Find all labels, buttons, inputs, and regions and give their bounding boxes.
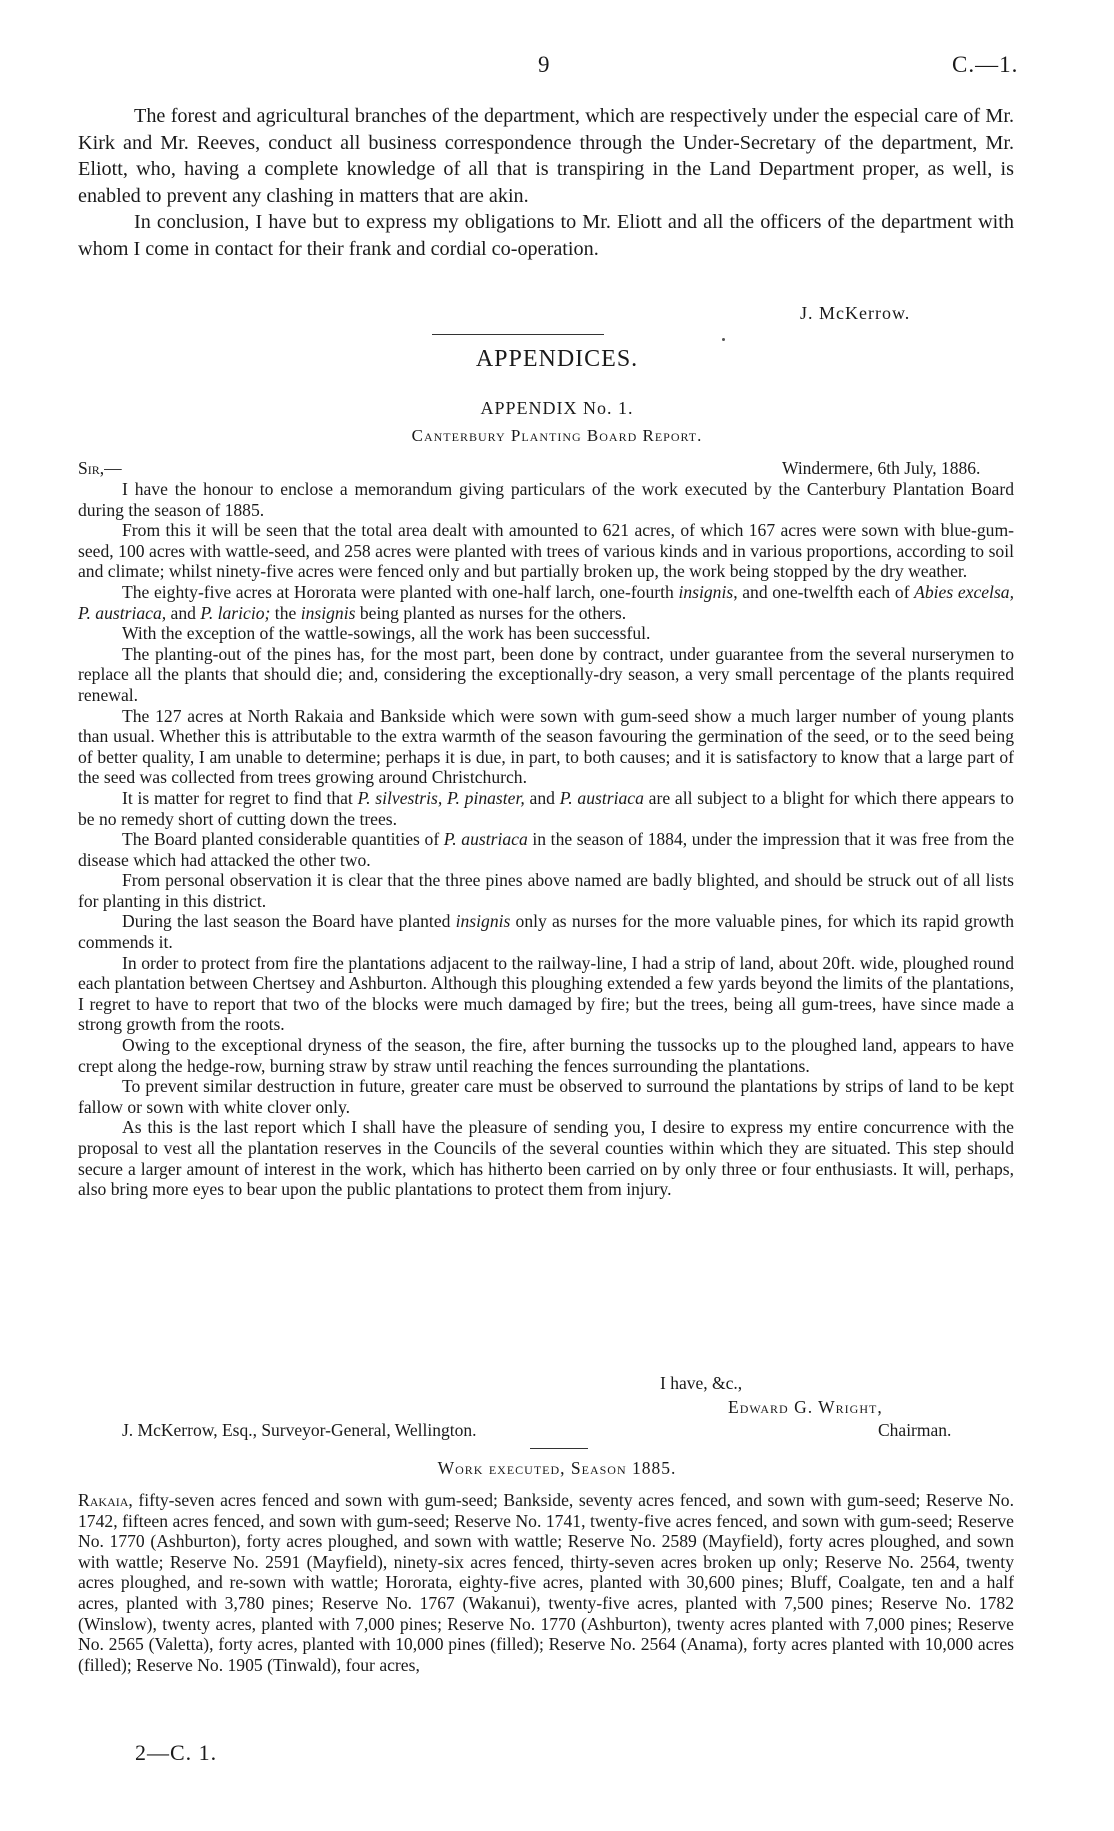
closing: I have, &c., [660, 1373, 743, 1393]
signer-title: Chairman. [878, 1420, 952, 1440]
dateline: Windermere, 6th July, 1886. [782, 458, 981, 478]
letter-paragraph: In order to protect from fire the plantations adjacent to the railway-line, I had a strip of land, about 20ft. wide, ploughed round each plantation between Chertsey and Ashburton. Although this ploughing extended a few yards beyond the limits of the plantations, I regret to have to report that two of the blocks were much damaged by fire; but the trees, being all gum-trees, have since made a strong growth from the roots. [78, 952, 1014, 1035]
addressee: J. McKerrow, Esq., Surveyor-General, Wellington. [122, 1420, 477, 1440]
letter-paragraph: The planting-out of the pines has, for the most part, been done by contract, under guarantee from the several nurserymen to replace all the plants that should die; and, considering the exceptionally-dry season, a very small percentage of the plants required renewal. [78, 643, 1014, 705]
letter-paragraph: To prevent similar destruction in future, greater care must be observed to surround the plantations by strips of land to be kept fallow or sown with white clover only. [78, 1076, 1014, 1117]
intro-paragraph: The forest and agricultural branches of the department, which are respectively under the especial care of Mr. Kirk and Mr. Reeves, conduct all business correspondence through the Under-Secretary of the department, Mr. Eliott, who, having a complete knowledge of all that is transpiring in the Land Department proper, as well, is enabled to prevent any clashing in matters that are akin. [78, 105, 1014, 207]
letter-paragraph: With the exception of the wattle-sowings, all the work has been successful. [122, 623, 651, 644]
divider [530, 1448, 588, 1449]
divider [432, 334, 604, 335]
letter-paragraph: It is matter for regret to find that P. silvestris, P. pinaster, and P. austriaca are all subject to a blight for which there appears to be no remedy short of cutting down the trees. [78, 787, 1014, 829]
letter-paragraph: During the last season the Board have planted insignis only as nurses for the more valuable pines, for which its rapid growth commends it. [78, 911, 1014, 953]
letter-paragraph: The Board planted considerable quantities of P. austriaca in the season of 1884, under the impression that it was free from the disease which had attacked the other two. [78, 829, 1015, 870]
letter-paragraph: As this is the last report which I shall have the pleasure of sending you, I desire to express my entire concurrence with the proposal to vest all the plantation reserves in the Councils of the several counties within which they are situated. This step should secure a larger amount of interest in the work, which has hitherto been carried on by only three or four enthusiasts. It will, perhaps, also bring more eyes to bear upon the public plantations to protect them from injury. [78, 1117, 1014, 1200]
letter-paragraph: Owing to the exceptional dryness of the season, the fire, after burning the tussocks up to the ploughed land, appears to have crept along the hedge-row, burning straw by straw until reaching the fences surrounding the plantations. [78, 1035, 1014, 1076]
work-executed-body [78, 1490, 1014, 1675]
page-code: C.—1. [952, 52, 1019, 77]
work-paragraph: Rakaia, fifty-seven acres fenced and sown with gum-seed; Bankside, seventy acres fenced, and sown with gum-seed; Reserve No. 1742, fifteen acres fenced, and sown with gum-seed; Reserve No. 1741, twenty-five acres fenced, and sown with gum-seed; Reserve No. 1770 (Ashburton), forty acres ploughed, and sown with wattle; Reserve No. 2589 (Mayfield), forty acres ploughed, and sown with wattle; Reserve No. 2591 (Mayfield), ninety-six acres fenced, thirty-seven acres broken up only; Reserve No. 2564, twenty acres ploughed, and re-sown with wattle; Hororata, eighty-five acres, planted with 30,600 pines; Bluff, Coalgate, ten and a half acres, planted with 3,780 pines; Reserve No. 1767 (Wakanui), twenty-five acres, planted with 7,500 pines; Reserve No. 1782 (Winslow), twenty acres, planted with 7,000 pines; Reserve No. 1770 (Ashburton), twenty acres planted with 7,000 pines; Reserve No. 2565 (Valetta), forty acres, planted with 10,000 pines (filled); Reserve No. 2564 (Anama), forty acres planted with 10,000 acres (filled); Reserve No. 1905 (Tinwald), four acres, [78, 1490, 1014, 1675]
appendices-heading: APPENDICES. [475, 346, 639, 372]
intro-section [78, 103, 1014, 262]
appendix-title: Canterbury Planting Board Report. [411, 426, 703, 445]
signer-name: Edward G. Wright, [728, 1397, 883, 1417]
salutation: Sir,— [78, 458, 122, 478]
ink-dot [722, 338, 725, 341]
letter-paragraph: The 127 acres at North Rakaia and Bankside which were sown with gum-seed show a much larger number of young plants than usual. Whether this is attributable to the extra warmth of the season favouring the germination of the seed, or to the seed being of better quality, I am unable to determine; perhaps it is due, in part, to both causes; and it is satisfactory to know that a large part of the seed was collected from trees growing around Christchurch. [78, 705, 1014, 788]
letter-paragraph: From this it will be seen that the total area dealt with amounted to 621 acres, of which 167 acres were sown with blue-gum-seed, 100 acres with wattle-seed, and 258 acres were planted with trees of various kinds and in various proportions, according to soil and climate; whilst ninety-five acres were fenced only and but partially broken up, the work being stopped by the dry weather. [78, 520, 1014, 582]
work-executed-title: Work executed, Season 1885. [437, 1458, 677, 1478]
page-number: 9 [538, 52, 550, 77]
letter-paragraph: From personal observation it is clear that the three pines above named are badly blighted, and should be struck out of all lists for planting in this district. [78, 870, 1014, 911]
report-signature: J. McKerrow. [800, 303, 911, 323]
letter-paragraph: I have the honour to enclose a memorandum giving particulars of the work executed by the Canterbury Plantation Board during the season of 1885. [78, 479, 1014, 520]
letter-body [78, 479, 1014, 1200]
intro-paragraph: In conclusion, I have but to express my obligations to Mr. Eliott and all the officers of the department with whom I come in contact for their frank and cordial co-operation. [78, 211, 1014, 260]
appendix-number: APPENDIX No. 1. [480, 398, 634, 418]
letter-paragraph: The eighty-five acres at Hororata were planted with one-half larch, one-fourth insignis, and one-twelfth each of Abies excelsa, P. austriaca, and P. laricio; the insignis being planted as nurses for the others. [78, 581, 1014, 623]
footer-signature: 2—C. 1. [135, 1740, 218, 1765]
